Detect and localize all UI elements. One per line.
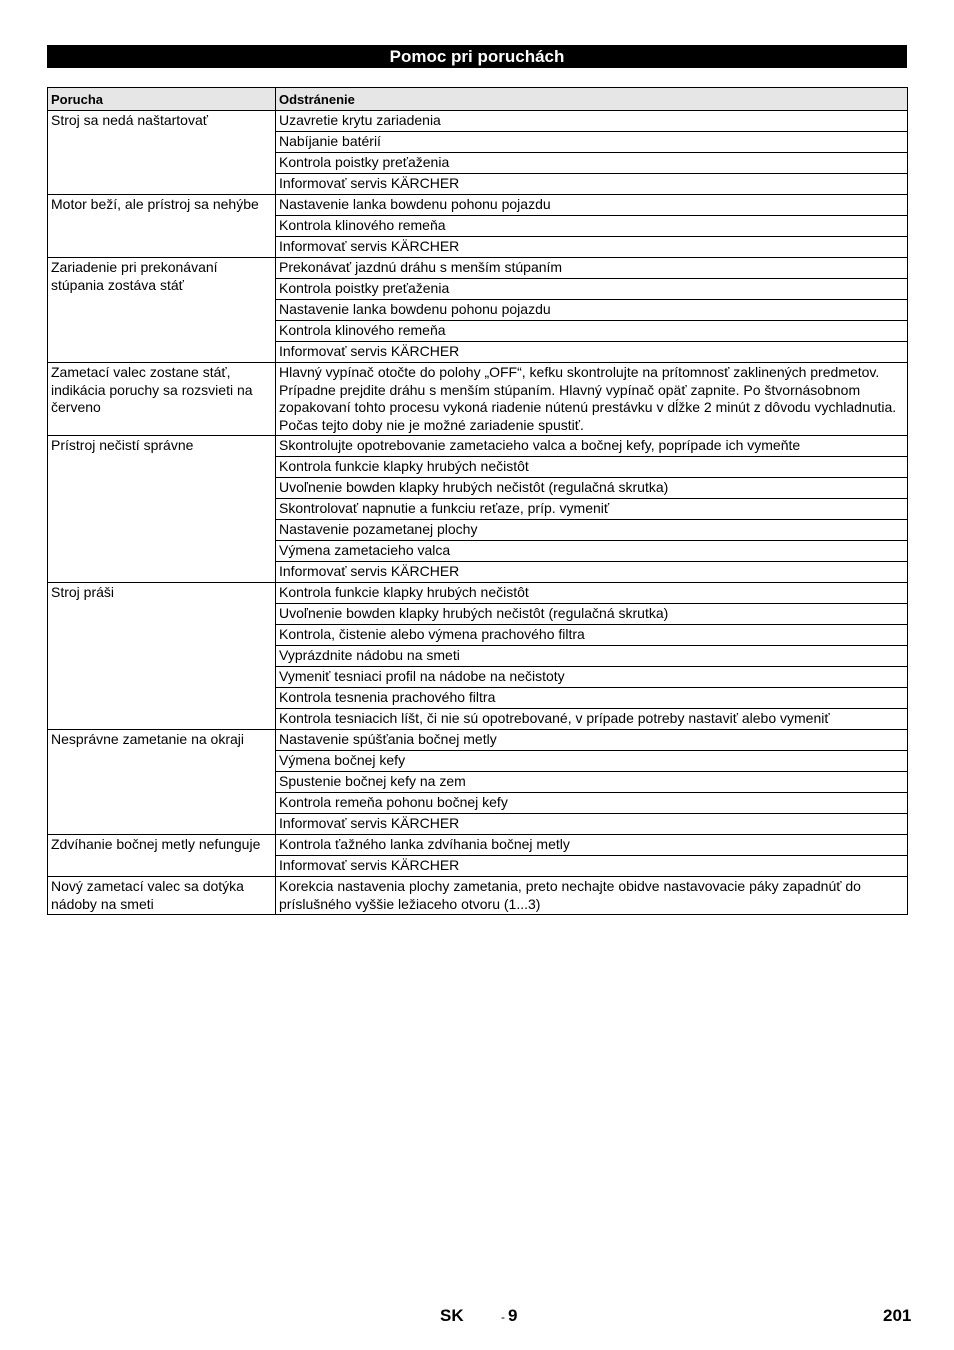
footer-section-page: 9	[508, 1306, 518, 1325]
remedy-cell: Nastavenie pozametanej plochy	[276, 520, 908, 541]
remedy-cell: Skontrolovať napnutie a funkciu reťaze, príp. vymeniť	[276, 499, 908, 520]
table-header-row	[48, 88, 908, 111]
remedy-cell: Kontrola remeňa pohonu bočnej kefy	[276, 793, 908, 814]
remedy-cell: Kontrola funkcie klapky hrubých nečistôt	[276, 583, 908, 604]
remedy-cell: Kontrola klinového remeňa	[276, 321, 908, 342]
remedy-cell: Nastavenie lanka bowdenu pohonu pojazdu	[276, 300, 908, 321]
remedy-cell: Výmena zametacieho valca	[276, 541, 908, 562]
remedy-cell: Kontrola funkcie klapky hrubých nečistôt	[276, 457, 908, 478]
remedy-cell: Informovať servis KÄRCHER	[276, 342, 908, 363]
footer-page-number: 201	[883, 1306, 912, 1325]
remedy-cell: Kontrola poistky preťaženia	[276, 279, 908, 300]
remedy-cell: Kontrola ťažného lanka zdvíhania bočnej metly	[276, 835, 908, 856]
remedy-cell: Informovať servis KÄRCHER	[276, 237, 908, 258]
remedy-cell: Uvoľnenie bowden klapky hrubých nečistôt (regulačná skrutka)	[276, 604, 908, 625]
remedy-cell: Informovať servis KÄRCHER	[276, 856, 908, 877]
remedy-cell: Výmena bočnej kefy	[276, 751, 908, 772]
table-row	[48, 436, 908, 457]
remedy-cell: Kontrola, čistenie alebo výmena prachového filtra	[276, 625, 908, 646]
remedy-cell: Informovať servis KÄRCHER	[276, 814, 908, 835]
remedy-cell: Nastavenie lanka bowdenu pohonu pojazdu	[276, 195, 908, 216]
fault-cell: Zdvíhanie bočnej metly nefunguje	[48, 835, 276, 877]
table-row	[48, 258, 908, 279]
table-row	[48, 583, 908, 604]
remedy-cell: Kontrola klinového remeňa	[276, 216, 908, 237]
fault-cell: Prístroj nečistí správne	[48, 436, 276, 583]
fault-cell: Motor beží, ale prístroj sa nehýbe	[48, 195, 276, 258]
remedy-cell: Kontrola poistky preťaženia	[276, 153, 908, 174]
fault-cell: Stroj sa nedá naštartovať	[48, 111, 276, 195]
table-row	[48, 730, 908, 751]
column-header-fault: Porucha	[48, 88, 276, 111]
fault-cell: Zametací valec zostane stáť, indikácia poruchy sa rozsvieti na červeno	[48, 363, 276, 436]
remedy-cell: Spustenie bočnej kefy na zem	[276, 772, 908, 793]
fault-cell: Zariadenie pri prekonávaní stúpania zostáva stáť	[48, 258, 276, 363]
remedy-cell: Informovať servis KÄRCHER	[276, 174, 908, 195]
table-row	[48, 877, 908, 915]
remedy-cell: Nabíjanie batérií	[276, 132, 908, 153]
fault-cell: Stroj práši	[48, 583, 276, 730]
remedy-cell: Informovať servis KÄRCHER	[276, 562, 908, 583]
remedy-cell: Kontrola tesniacich líšt, či nie sú opotrebované, v prípade potreby nastaviť alebo vymeniť	[276, 709, 908, 730]
fault-cell: Nový zametací valec sa dotýka nádoby na smeti	[48, 877, 276, 915]
remedy-cell: Skontrolujte opotrebovanie zametacieho valca a bočnej kefy, poprípade ich vymeňte	[276, 436, 908, 457]
remedy-cell: Kontrola tesnenia prachového filtra	[276, 688, 908, 709]
remedy-cell: Vymeniť tesniaci profil na nádobe na nečistoty	[276, 667, 908, 688]
table-row	[48, 111, 908, 132]
table-row	[48, 835, 908, 856]
remedy-cell: Vyprázdnite nádobu na smeti	[276, 646, 908, 667]
remedy-cell: Prekonávať jazdnú dráhu s menším stúpaním	[276, 258, 908, 279]
footer-language: SK	[440, 1306, 464, 1325]
footer-dash: -	[501, 1310, 505, 1324]
remedy-cell: Uvoľnenie bowden klapky hrubých nečistôt (regulačná skrutka)	[276, 478, 908, 499]
remedy-cell: Nastavenie spúšťania bočnej metly	[276, 730, 908, 751]
remedy-cell: Korekcia nastavenia plochy zametania, preto nechajte obidve nastavovacie páky zapadnúť do príslušného vyššie ležiaceho otvoru (1...3)	[276, 877, 908, 915]
remedy-cell: Uzavretie krytu zariadenia	[276, 111, 908, 132]
table-row	[48, 363, 908, 436]
column-header-remedy: Odstránenie	[276, 88, 908, 111]
remedy-cell: Hlavný vypínač otočte do polohy „OFF“, kefku skontrolujte na prítomnosť zaklinených predmetov. Prípadne prejdite dráhu s menším stúpaním. Hlavný vypínač opäť zapnite. Po štvornásobnom zopakovaní tohto procesu vykoná riadenie nútenú prestávku v dĺžke 2 minút z dôvodu vychladnutia. Počas tejto doby nie je možné zariadenie spustiť.	[276, 363, 908, 436]
troubleshooting-table	[47, 87, 908, 915]
fault-cell: Nesprávne zametanie na okraji	[48, 730, 276, 835]
section-title: Pomoc pri poruchách	[47, 45, 907, 68]
table-row	[48, 195, 908, 216]
